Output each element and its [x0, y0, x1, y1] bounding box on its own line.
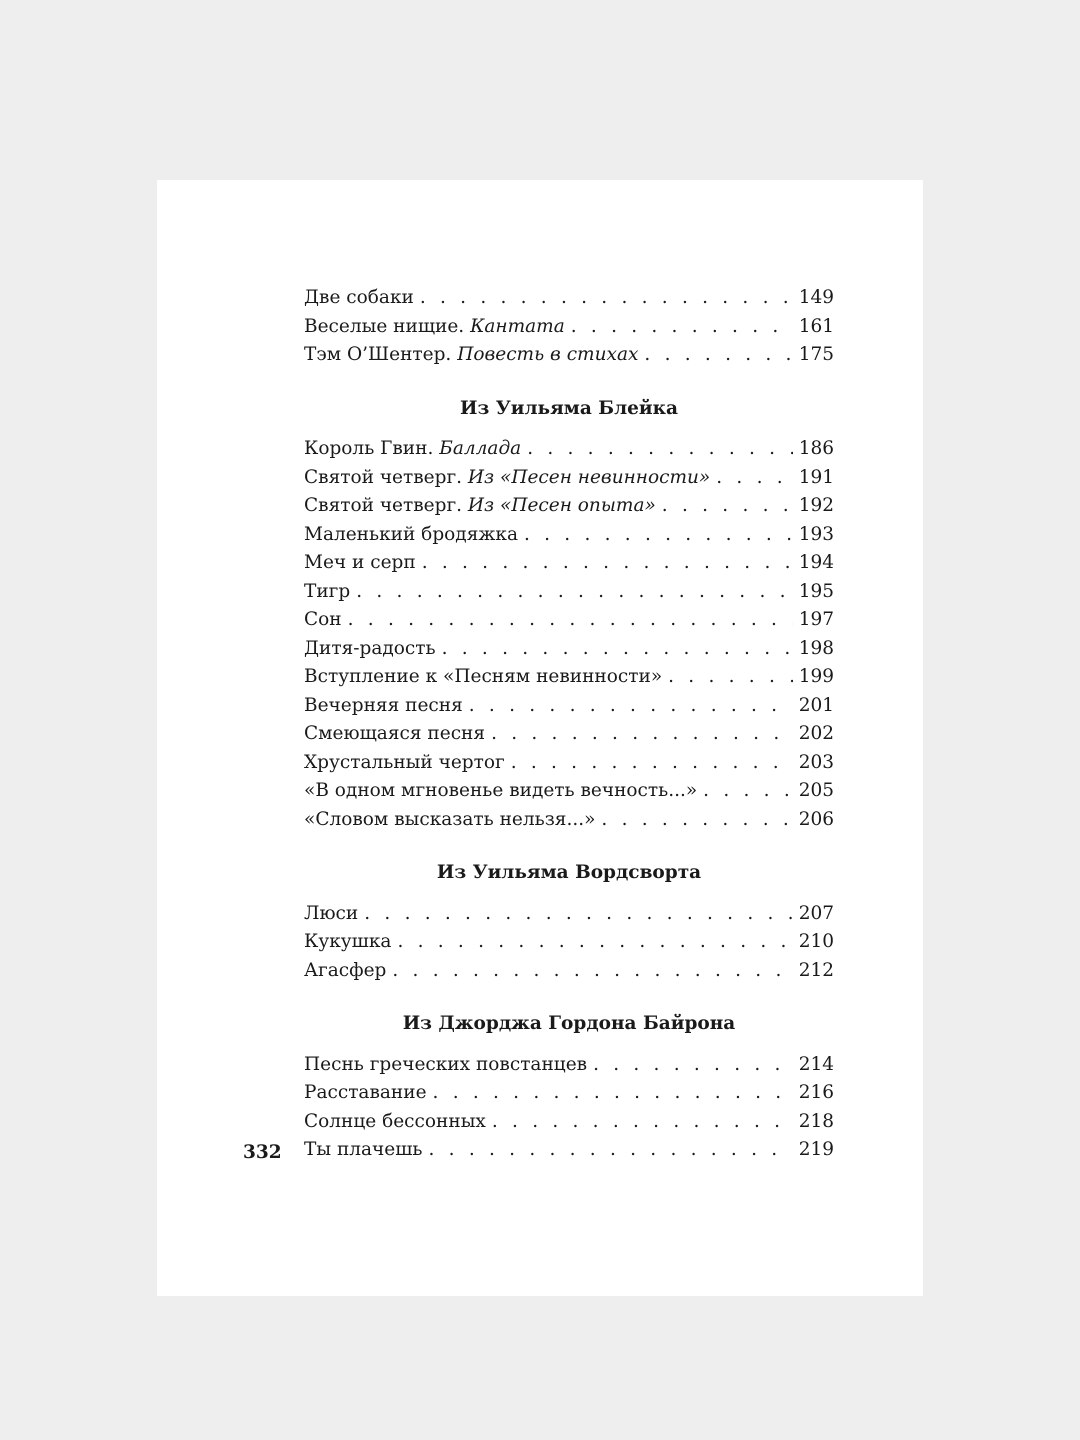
dot-leader [491, 720, 793, 749]
entry-page-number: 149 [798, 287, 834, 308]
dot-leader [469, 692, 793, 721]
entry-page-number: 205 [798, 780, 834, 801]
toc-group [304, 435, 834, 834]
toc-group [304, 900, 834, 986]
book-page [157, 180, 923, 1296]
toc-group [304, 284, 834, 370]
entry-title: Песнь греческих повстанцев [304, 1053, 588, 1075]
dot-leader [429, 1136, 793, 1165]
toc-entry [304, 492, 834, 521]
entry-page-number: 210 [798, 931, 834, 952]
entry-title: Вступление к «Песням невинности» [304, 666, 663, 687]
toc-entry [304, 928, 834, 957]
entry-title: Хрустальный чертог [304, 751, 505, 773]
entry-title: Маленький бродяжка [304, 523, 518, 545]
section-heading-byron: Из Джорджа Гордона Байрона [402, 1013, 736, 1034]
dot-leader [420, 284, 793, 313]
entry-page-number: 216 [798, 1082, 834, 1103]
dot-leader [442, 635, 793, 664]
entry-page-number: 197 [798, 609, 834, 630]
entry-page-number: 198 [798, 637, 834, 659]
toc-entry [304, 1108, 834, 1137]
entry-page-number: 207 [798, 902, 834, 924]
entry-page-number: 199 [798, 666, 834, 687]
toc-entry [304, 663, 834, 692]
entry-page-number: 202 [798, 723, 834, 744]
entry-page-number: 195 [798, 580, 834, 602]
dot-leader [703, 777, 793, 806]
toc-entry [304, 635, 834, 664]
entry-title: Веселые нищие. Кантата [304, 315, 565, 337]
toc-entry [304, 900, 834, 929]
entry-page-number: 191 [798, 466, 834, 488]
dot-leader [644, 341, 792, 370]
toc-entry [304, 313, 834, 342]
dot-leader [364, 900, 792, 929]
toc-entry [304, 606, 834, 635]
dot-leader [392, 957, 792, 986]
entry-page-number: 175 [798, 344, 834, 365]
entry-title: Тигр [304, 580, 351, 602]
dot-leader [662, 492, 793, 521]
page-folio-number: 332 [243, 1142, 282, 1163]
entry-title: Сон [304, 609, 342, 630]
entry-page-number: 203 [798, 751, 834, 773]
toc-entry [304, 549, 834, 578]
toc-entry [304, 692, 834, 721]
dot-leader [593, 1051, 793, 1080]
entry-title: Люси [304, 902, 359, 924]
entry-title: Агасфер [304, 959, 387, 981]
toc-entry [304, 578, 834, 607]
dot-leader [524, 521, 793, 550]
dot-leader [492, 1108, 793, 1137]
entry-title: Солнце бессонных [304, 1110, 486, 1132]
dot-leader [571, 313, 793, 342]
entry-title: Смеющаяся песня [304, 723, 486, 744]
section-heading-blake: Из Уильяма Блейка [460, 397, 678, 419]
entry-title: Ты плачешь [304, 1139, 423, 1160]
toc-entry [304, 749, 834, 778]
toc-entry [304, 284, 834, 313]
dot-leader [348, 606, 793, 635]
toc-entry [304, 806, 834, 835]
dot-leader [433, 1079, 793, 1108]
dot-leader [601, 806, 792, 835]
entry-page-number: 212 [798, 959, 834, 981]
entry-page-number: 161 [798, 315, 834, 337]
entry-page-number: 218 [798, 1110, 834, 1132]
entry-page-number: 219 [798, 1139, 834, 1160]
section-heading-wordsworth: Из Уильяма Вордсворта [436, 862, 702, 883]
table-of-contents [304, 284, 834, 1165]
entry-title: Святой четверг. Из «Песен опыта» [304, 495, 656, 516]
entry-page-number: 186 [798, 438, 834, 459]
toc-entry [304, 720, 834, 749]
dot-leader [422, 549, 793, 578]
entry-title: Вечерняя песня [304, 694, 463, 716]
entry-title: Святой четверг. Из «Песен невинности» [304, 466, 711, 488]
entry-page-number: 214 [798, 1053, 834, 1075]
entry-title: «Словом высказать нельзя...» [304, 808, 596, 830]
entry-page-number: 206 [798, 808, 834, 830]
toc-entry [304, 341, 834, 370]
toc-entry [304, 435, 834, 464]
toc-entry [304, 464, 834, 493]
toc-entry [304, 777, 834, 806]
entry-title: Меч и серп [304, 552, 416, 573]
entry-title: Кукушка [304, 931, 392, 952]
entry-page-number: 192 [798, 495, 834, 516]
entry-title: Тэм О’Шентер. Повесть в стихах [304, 344, 639, 365]
dot-leader [397, 928, 792, 957]
entry-title: Расставание [304, 1082, 427, 1103]
dot-leader [527, 435, 792, 464]
dot-leader [511, 749, 793, 778]
toc-entry [304, 1136, 834, 1165]
dot-leader [356, 578, 792, 607]
entry-page-number: 194 [798, 552, 834, 573]
toc-entry [304, 1079, 834, 1108]
toc-group [304, 1051, 834, 1165]
entry-title: «В одном мгновенье видеть вечность...» [304, 780, 698, 801]
toc-entry [304, 1051, 834, 1080]
entry-title: Дитя-радость [304, 637, 436, 659]
dot-leader [668, 663, 793, 692]
toc-entry [304, 957, 834, 986]
entry-title: Король Гвин. Баллада [304, 438, 522, 459]
entry-title: Две собаки [304, 287, 414, 308]
entry-page-number: 201 [798, 694, 834, 716]
dot-leader [716, 464, 792, 493]
entry-page-number: 193 [798, 523, 834, 545]
toc-entry [304, 521, 834, 550]
